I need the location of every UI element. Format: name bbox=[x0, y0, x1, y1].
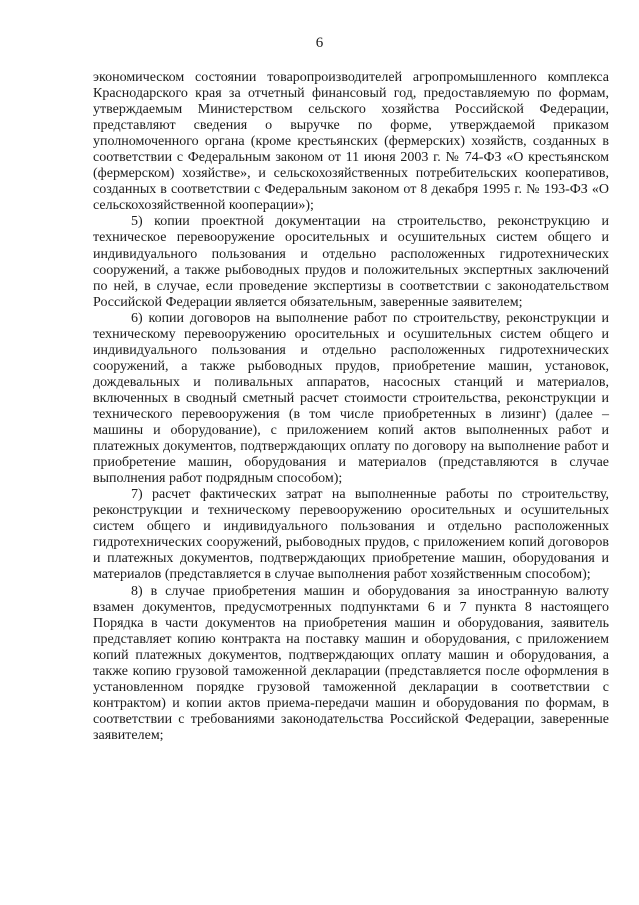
paragraph-item-5: 5) копии проектной документации на строительство, реконструкцию и техническое перевооружение оросительных и осушительных систем общего и индивидуального пользования и отдельно расположенных гидротехнических сооружений, а также рыбоводных прудов и положительных экспертных заключений по ней, в случае, если проведение экспертизы в соответствии с законодательством Российской Федерации является обязательным, заверенные заявителем; bbox=[93, 214, 609, 310]
paragraph-continuation: экономическом состоянии товаропроизводителей агропромышленного комплекса Краснодарского края за отчетный финансовый год, предоставляемую по формам, утверждаемым Министерством сельского хозяйства Российской Федерации, представляют сведения о выручке по форме, утверждаемой приказом уполномоченного органа (кроме крестьянских (фермерских) хозяйств, созданных в соответствии с Федеральным законом от 11 июня 2003 г. № 74-ФЗ «О крестьянском (фермерском) хозяйстве», и сельскохозяйственных потребительских кооперативов, созданных в соответствии с Федеральным законом от 8 декабря 1995 г. № 193-ФЗ «О сельскохозяйственной кооперации»); bbox=[93, 70, 609, 214]
document-body bbox=[93, 70, 609, 744]
page-number: 6 bbox=[315, 35, 324, 51]
paragraph-item-7: 7) расчет фактических затрат на выполненные работы по строительству, реконструкции и техническому перевооружению оросительных и осушительных систем общего и индивидуального пользования и отдельно расположенных гидротехнических сооружений, рыбоводных прудов, с приложением копий договоров и платежных документов, подтверждающих приобретение машин, оборудования и материалов (представляется в случае выполнения работ хозяйственным способом); bbox=[93, 487, 609, 583]
paragraph-item-8: 8) в случае приобретения машин и оборудования за иностранную валюту взамен документов, предусмотренных подпунктами 6 и 7 пункта 8 настоящего Порядка в части документов на приобретения машин и оборудования, заявитель представляет копию контракта на поставку машин и оборудования, с приложением копий платежных документов, подтверждающих оплату машин и оборудования, а также копию грузовой таможенной декларации (представляется после оформления в установленном порядке грузовой таможенной декларации в соответствии с контрактом) и копии актов приема-передачи машин и оборудования по формам, в соответствии с требованиями законодательства Российской Федерации, заверенные заявителем; bbox=[93, 583, 609, 743]
paragraph-item-6: 6) копии договоров на выполнение работ по строительству, реконструкции и техническому перевооружению оросительных и осушительных систем общего и индивидуального пользования и отдельно расположенных гидротехнических сооружений, а также рыбоводных прудов, приобретение машин, установок, дождевальных и поливальных аппаратов, насосных станций и материалов, включенных в сводный сметный расчет стоимости строительства, реконструкции и технического перевооружения (в том числе приобретенных в лизинг) (далее – машины и оборудование), с приложением копий актов выполненных работ и платежных документов, подтверждающих оплату по договору на выполнение работ и приобретение машин, оборудования и материалов (представляются в случае выполнения работ подрядным способом); bbox=[93, 310, 609, 487]
